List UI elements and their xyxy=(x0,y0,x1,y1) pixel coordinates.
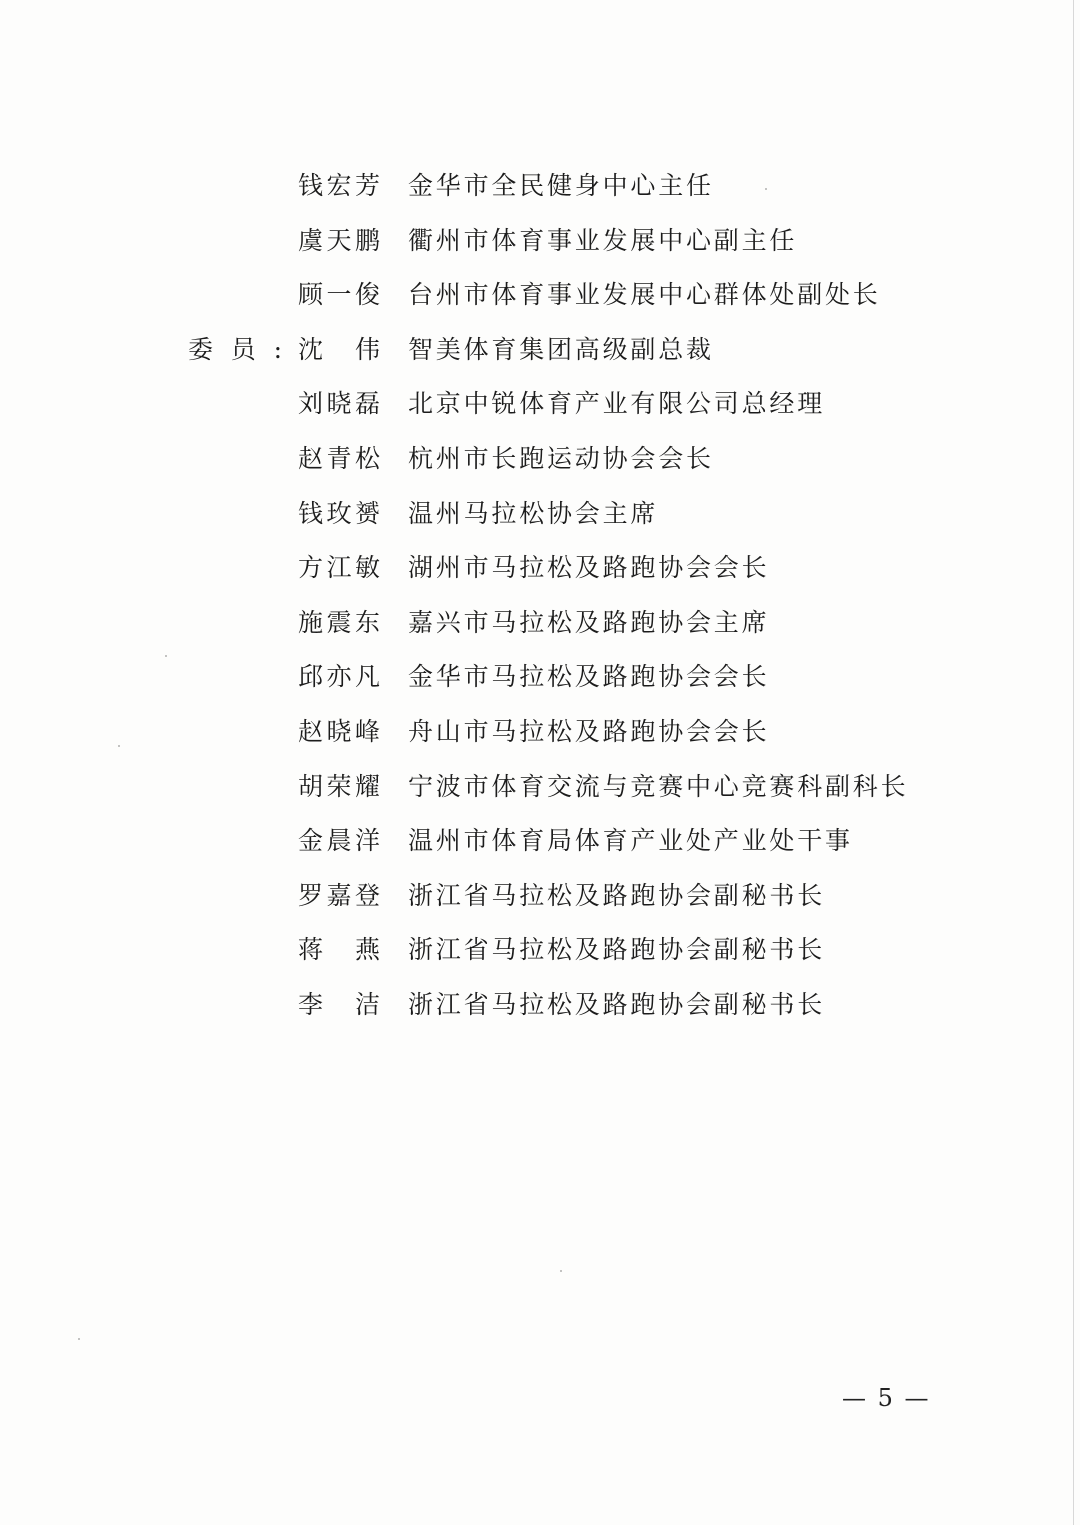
roster-row xyxy=(0,268,1080,323)
member-name: 赵 青 松 xyxy=(298,443,380,473)
roster-row xyxy=(0,159,1080,214)
roster-row xyxy=(0,705,1080,760)
member-name: 罗 嘉 登 xyxy=(298,880,380,910)
member-name: 钱 宏 芳 xyxy=(298,171,380,200)
page-number: — 5 — xyxy=(842,1384,931,1412)
member-name: 李 洁 xyxy=(298,989,380,1019)
member-name: 方 江 敏 xyxy=(298,553,380,583)
member-title: 浙江省马拉松及路跑协会副秘书长 xyxy=(408,880,826,910)
member-title: 温州马拉松协会主席 xyxy=(408,498,659,528)
member-title: 温州市体育局体育产业处产业处干事 xyxy=(408,826,853,856)
member-name: 蒋 燕 xyxy=(298,935,380,965)
roster-row xyxy=(0,760,1080,815)
committee-roster xyxy=(0,159,1080,1033)
member-name: 刘 晓 磊 xyxy=(298,389,380,419)
roster-row xyxy=(0,596,1080,651)
role-label: 委 员 : xyxy=(188,334,282,364)
member-title: 北京中锐体育产业有限公司总经理 xyxy=(408,389,826,419)
member-title: 湖州市马拉松及路跑协会会长 xyxy=(408,553,770,583)
roster-row xyxy=(0,650,1080,705)
member-name: 钱 玫 赟 xyxy=(298,498,380,528)
member-title: 舟山市马拉松及路跑协会会长 xyxy=(408,716,770,746)
roster-row xyxy=(0,377,1080,432)
member-name: 赵 晓 峰 xyxy=(298,716,380,746)
roster-row xyxy=(0,323,1080,378)
roster-row xyxy=(0,869,1080,924)
member-name: 顾 一 俊 xyxy=(298,280,380,310)
member-name: 虞 天 鹏 xyxy=(298,225,380,255)
member-title: 台州市体育事业发展中心群体处副处长 xyxy=(408,280,881,310)
roster-row xyxy=(0,214,1080,269)
member-title: 浙江省马拉松及路跑协会副秘书长 xyxy=(408,989,826,1019)
roster-row xyxy=(0,487,1080,542)
member-name: 金 晨 洋 xyxy=(298,826,380,856)
member-name: 胡 荣 耀 xyxy=(298,771,380,801)
roster-row xyxy=(0,978,1080,1033)
member-title: 宁波市体育交流与竞赛中心竞赛科副科长 xyxy=(408,771,909,801)
member-title: 智美体育集团高级副总裁 xyxy=(408,334,714,364)
member-name: 沈 伟 xyxy=(298,334,380,364)
member-name: 邱 亦 凡 xyxy=(298,662,380,692)
member-name: 施 震 东 xyxy=(298,607,380,637)
member-title: 金华市马拉松及路跑协会会长 xyxy=(408,662,770,692)
member-title: 嘉兴市马拉松及路跑协会主席 xyxy=(408,607,770,637)
roster-row xyxy=(0,432,1080,487)
scan-speck xyxy=(78,1338,80,1340)
member-title: 杭州市长跑运动协会会长 xyxy=(408,443,714,473)
scan-speck xyxy=(560,1270,562,1272)
member-title: 衢州市体育事业发展中心副主任 xyxy=(408,225,798,255)
member-title: 金华市全民健身中心主任 xyxy=(408,171,714,200)
roster-row xyxy=(0,814,1080,869)
roster-row xyxy=(0,923,1080,978)
roster-row xyxy=(0,541,1080,596)
member-title: 浙江省马拉松及路跑协会副秘书长 xyxy=(408,935,826,965)
